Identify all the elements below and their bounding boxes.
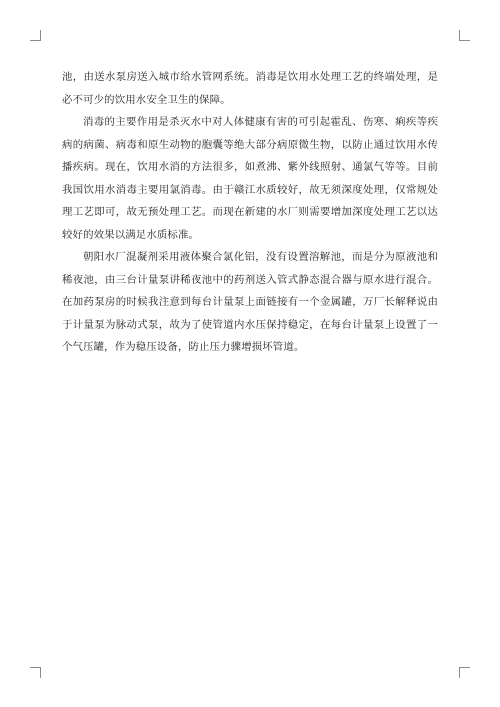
crop-mark-bottom-right	[459, 667, 470, 678]
crop-mark-bottom-left	[30, 667, 41, 678]
document-body	[62, 66, 438, 359]
crop-mark-top-left	[30, 30, 41, 41]
paragraph-disinfection: 消毒的主要作用是杀灭水中对人体健康有害的可引起霍乱、伤寒、痢疾等疾病的病菌、病毒和原生动物的胞囊等绝大部分病原微生物，以防止通过饮用水传播疾病。现在，饮用水消的方法很多，如煮沸、紫外线照射、通氯气等等。目前我国饮用水消毒主要用氯消毒。由于赣江水质较好，故无须深度处理，仅常规处理工艺即可，故无预处理工艺。而现在新建的水厂则需要增加深度处理工艺以达较好的效果以满足水质标准。	[62, 116, 438, 241]
crop-mark-top-right	[459, 30, 470, 41]
paragraph-coagulant: 朝阳水厂混凝剂采用液体聚合氯化铝，没有设置溶解池，而是分为原液池和稀夜池，由三台计量泵讲稀夜池中的药剂送入管式静态混合器与原水进行混合。在加药泵房的时候我注意到每台计量泵上面链接有一个金属罐，万厂长解释说由于计量泵为脉动式泵，故为了使管道内水压保持稳定，在每台计量泵上设置了一个气压罐，作为稳压设备，防止压力骤增损坏管道。	[62, 251, 438, 353]
paragraph-continuation: 池，由送水泵房送入城市给水管网系统。消毒是饮用水处理工艺的终端处理，是必不可少的饮用水安全卫生的保障。	[62, 71, 438, 106]
